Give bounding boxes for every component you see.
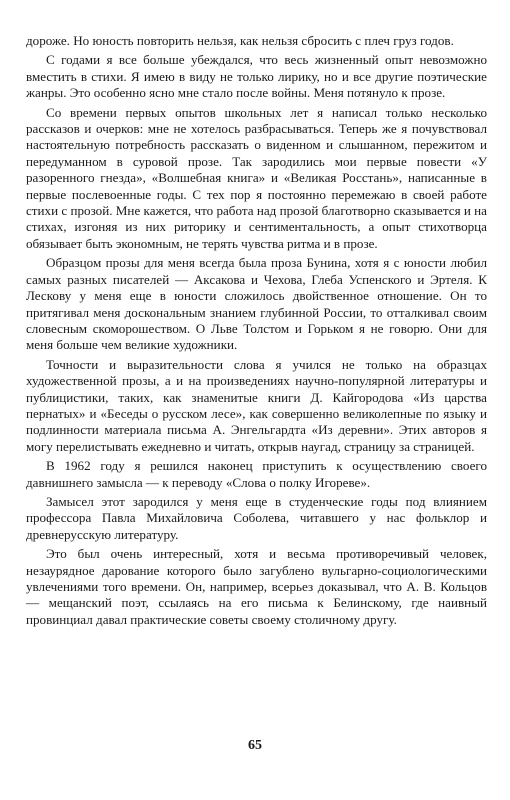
paragraph: В 1962 году я решился наконец приступить к осуществлению своего давнишнего замысла — к переводу «Слова о полку Игореве». xyxy=(26,458,487,490)
paragraph: Замысел этот зародился у меня еще в студенческие годы под влиянием профессора Павла Михайловича Соболева, читавшего у нас фольклор и древнерусскую литературу. xyxy=(26,493,487,542)
paragraph: дороже. Но юность повторить нельзя, как нельзя сбросить с плеч груз годов. xyxy=(26,33,454,48)
paragraph: Со времени первых опытов школьных лет я написал только несколько рассказов и очерков: мне не хотелось разбрасываться. Теперь же я почувствовал настоятельную потребность рассказать о виденном и слышанном, пережитом и передуманном в суровой прозе. Так зародились мои первые повести «У разоренного гнезда», «Волшебная книга» и «Великая Росстань», написанные в первые послевоенные годы. С тех пор я постоянно перемежаю в своей работе стихи с прозой. Мне кажется, что работа над прозой благотворно сказывается и на стихах, изгоняя из них риторику и сентиментальность, а опыт стихотворца обязывает быть экономным, не терять чувства ритма и в прозе. xyxy=(26,104,487,251)
paragraph: С годами я все больше убеждался, что весь жизненный опыт невозможно вместить в стихи. Я имею в виду не только лирику, но и все другие поэтические жанры. Это особенно ясно мне стало после войны. Меня потянуло к прозе. xyxy=(26,52,487,101)
paragraph: Это был очень интересный, хотя и весьма противоречивый человек, незаурядное дарование которого было загублено вульгарно-социологическими увлечениями того времени. Он, например, всерьез доказывал, что А. В. Кольцов — мещанский поэт, ссылаясь на его письма к Белинскому, где наивный провинциал давал практические советы своему столичному другу. xyxy=(26,546,487,627)
page-body xyxy=(26,33,487,628)
paragraph: Точности и выразительности слова я учился не только на образцах художественной прозы, а и на произведениях научно-популярной литературы и публицистики, таких, как знаменитые книги Д. Кайгородова «Из царства пернатых» и «Беседы о русском лесе», как совершенно великолепные по языку и подлинности материала письма А. Энгельгардта «Из деревни». Этих авторов я могу перелистывать ежедневно и читать, открыв наугад, страницу за страницей. xyxy=(26,356,487,454)
paragraph: Образцом прозы для меня всегда была проза Бунина, хотя я с юности любил самых разных писателей — Аксакова и Чехова, Глеба Успенского и Эртеля. К Лескову у меня еще в юности сложилось двойственное отношение. Он то притягивал меня доскональным знанием глубинной России, то отталкивал своим словесным скоморошеством. О Льве Толстом и Горьком я не говорю. Они для меня больше чем великие художники. xyxy=(26,255,487,353)
page-number: 65 xyxy=(248,738,262,753)
